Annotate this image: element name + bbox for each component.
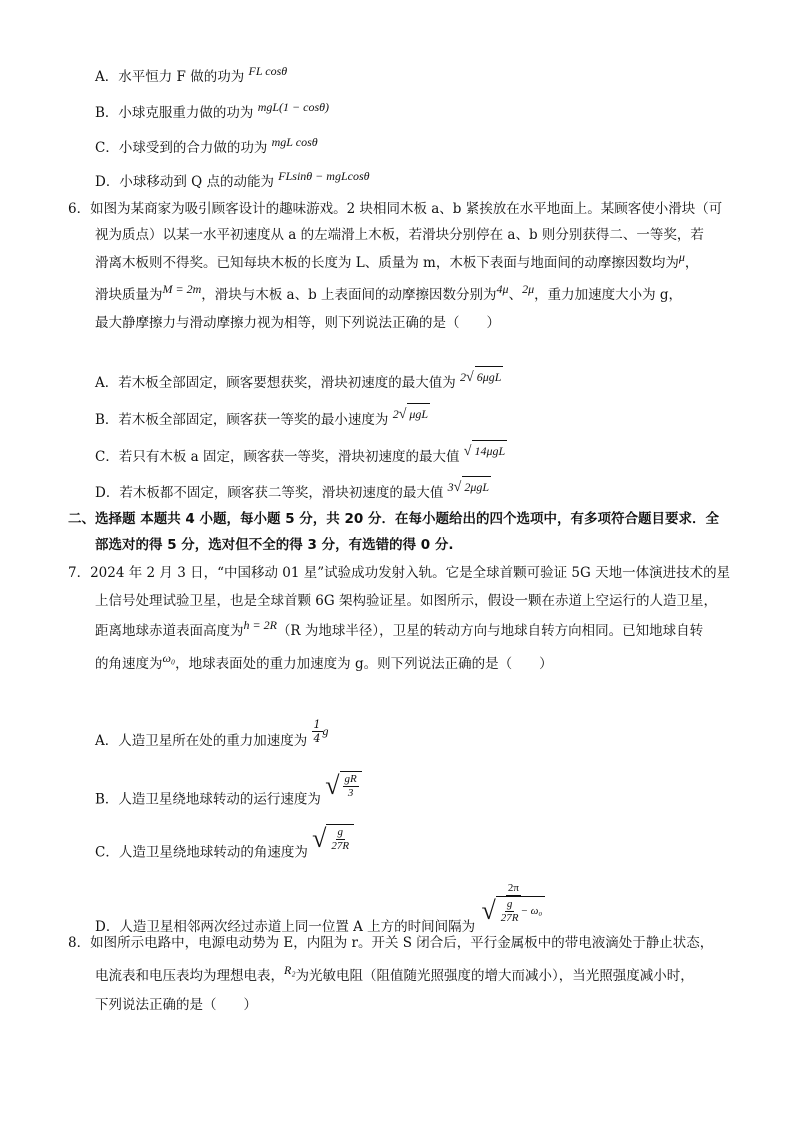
q7-option-a bbox=[95, 718, 329, 755]
q7-option-b bbox=[95, 770, 362, 810]
q6-option-b bbox=[95, 409, 430, 431]
q6-stem-line-2: 视为质点）以某一水平初速度从 a 的左端滑上木板，若滑块分别停在 a、b 则分别获得二、一等奖，若 bbox=[95, 227, 704, 243]
q6-stem-line-4-a: 滑块质量为 bbox=[95, 287, 163, 303]
q7-stem-line-4 bbox=[95, 651, 553, 674]
sqrt-symbol: √ bbox=[398, 407, 407, 422]
q7-option-a-numerator: 1 bbox=[313, 718, 321, 731]
q7-option-b-fraction bbox=[343, 773, 359, 800]
q6-stem-line-4-c: ，重力加速度大小为 g， bbox=[534, 287, 683, 303]
q8-stem-line-3: 下列说法正确的是（ ） bbox=[95, 997, 257, 1013]
q5-option-b-text: B．小球克服重力做的功为 bbox=[95, 105, 254, 121]
sqrt-symbol: √ bbox=[453, 480, 462, 495]
q6-option-b-text: B．若木板全部固定，顾客获一等奖的最小速度为 bbox=[95, 412, 389, 428]
q5-option-b bbox=[95, 100, 330, 123]
q8-stem-line-1: 8．如图所示电路中，电源电动势为 E，内阻为 r。开关 S 闭合后，平行金属板中的带电液滴处于静止状态， bbox=[68, 935, 714, 951]
q6-option-a-radicand: 6μgL bbox=[475, 366, 504, 387]
q6-option-a-coef: 2 bbox=[460, 370, 467, 384]
sqrt-symbol: √ bbox=[466, 370, 474, 385]
q6-option-d-text: D．若木板都不固定，顾客获二等奖，滑块初速度的最大值 bbox=[95, 485, 444, 501]
q6-option-b-coef: 2 bbox=[392, 407, 399, 421]
q7-option-d-numerator: 2π bbox=[507, 882, 519, 894]
sqrt-symbol: √ bbox=[463, 444, 472, 459]
q7-option-b-text: B．人造卫星绕地球转动的运行速度为 bbox=[95, 791, 321, 808]
q6-stem-line-3 bbox=[95, 250, 699, 273]
q6-friction-b-formula: 2μ bbox=[522, 282, 535, 296]
q6-stem-line-5: 最大静摩擦力与滑动摩擦力视为相等，则下列说法正确的是（ ） bbox=[95, 315, 500, 331]
q7-option-c-radicand bbox=[326, 824, 354, 853]
q5-option-d bbox=[95, 169, 370, 192]
sqrt-symbol: √ bbox=[325, 770, 340, 800]
q6-option-d-formula bbox=[448, 480, 491, 494]
q7-stem-line-3-b: （R 为地球半径），卫星的转动方向与地球自转方向相同。已知地球自转 bbox=[276, 623, 704, 639]
q7-option-a-denominator: 4 bbox=[313, 732, 321, 745]
q7-stem-line-1: 7．2024 年 2 月 3 日，“中国移动 01 星”试验成功发射入轨。它是全球首颗可验证 5G 天地一体演进技术的星 bbox=[68, 565, 731, 581]
q6-mu-formula: μ bbox=[678, 250, 685, 264]
q7-option-c-text: C．人造卫星绕地球转动的角速度为 bbox=[95, 844, 308, 861]
q6-stem-line-4 bbox=[95, 282, 683, 305]
q6-option-b-formula bbox=[393, 407, 430, 421]
q5-option-c-text: C．小球受到的合力做的功为 bbox=[95, 140, 268, 156]
q7-omega-formula: ω₀ bbox=[162, 651, 176, 665]
q8-stem-line-2 bbox=[95, 963, 694, 986]
q7-option-c-formula bbox=[312, 824, 354, 853]
q8-r2-formula: R₂ bbox=[284, 963, 296, 977]
sqrt-symbol: √ bbox=[312, 823, 327, 853]
q7-option-d-fraction bbox=[479, 882, 547, 925]
q6-option-c bbox=[95, 446, 507, 468]
q7-stem-line-3 bbox=[95, 618, 704, 641]
q7-option-d-text: D．人造卫星相邻两次经过赤道上同一位置 A 上方的时间间隔为 bbox=[95, 919, 476, 935]
sqrt-symbol: √ bbox=[481, 895, 496, 925]
q6-mass-formula: M = 2m bbox=[162, 282, 202, 296]
q7-option-c-numerator: g bbox=[337, 826, 344, 838]
q7-stem-line-4-b: ，地球表面处的重力加速度为 g。则下列说法正确的是（ ） bbox=[175, 656, 553, 672]
q7-option-d-denominator bbox=[479, 896, 547, 925]
q7-option-b-denominator: 3 bbox=[347, 787, 354, 799]
q7-option-d-inner-fraction bbox=[499, 898, 521, 925]
q6-option-c-radicand: 14μgL bbox=[472, 440, 507, 461]
q5-option-a-text: A．水平恒力 F 做的功为 bbox=[95, 69, 245, 85]
q6-stem-line-3-end: ， bbox=[684, 255, 699, 271]
q6-option-c-formula bbox=[464, 444, 507, 458]
q7-option-c-fraction bbox=[329, 826, 351, 853]
q6-option-d-coef: 3 bbox=[447, 480, 454, 494]
q6-option-c-text: C．若只有木板 a 固定，顾客获一等奖，滑块初速度的最大值 bbox=[95, 449, 460, 465]
q5-option-a-formula: FL cosθ bbox=[248, 64, 288, 78]
q5-option-c bbox=[95, 135, 318, 158]
q7-option-a-fraction bbox=[312, 718, 323, 745]
q7-option-a-text: A．人造卫星所在处的重力加速度为 bbox=[95, 733, 308, 749]
q7-option-b-numerator: gR bbox=[344, 773, 357, 785]
q7-option-d-inner-numerator: g bbox=[506, 898, 513, 910]
q6-option-d bbox=[95, 482, 491, 504]
q8-stem-line-2-b: 为光敏电阻（阻值随光照强度的增大而减小），当光照强度减小时， bbox=[295, 968, 694, 984]
q5-option-d-formula: FLsinθ − mgLcosθ bbox=[278, 169, 370, 183]
q7-option-d-radicand bbox=[496, 896, 546, 925]
q7-stem-line-2: 上信号处理试验卫星，也是全球首颗 6G 架构验证星。如图所示，假设一颗在赤道上空运行的人造卫星， bbox=[95, 593, 717, 609]
q6-stem-line-4-sep: 、 bbox=[508, 287, 523, 303]
q5-option-c-formula: mgL cosθ bbox=[271, 135, 318, 149]
q6-friction-a-formula: 4μ bbox=[496, 282, 509, 296]
q6-option-a bbox=[95, 372, 503, 394]
q5-option-a bbox=[95, 64, 288, 87]
q6-stem-line-4-b: ，滑块与木板 a、b 上表面间的动摩擦因数分别为 bbox=[201, 287, 497, 303]
q7-option-b-formula bbox=[325, 771, 362, 800]
q7-option-a-tail: g bbox=[322, 724, 329, 738]
q6-option-b-radicand: μgL bbox=[407, 403, 430, 424]
q7-option-b-radicand bbox=[340, 771, 362, 800]
q7-option-c-denominator: 27R bbox=[331, 840, 350, 852]
q7-option-c bbox=[95, 823, 354, 863]
q6-option-a-formula bbox=[460, 370, 503, 384]
q8-stem-line-2-a: 电流表和电压表均为理想电表， bbox=[95, 968, 284, 984]
q7-stem-line-4-a: 的角速度为 bbox=[95, 656, 163, 672]
q7-option-d-sqrt bbox=[481, 896, 545, 925]
q6-stem-line-3-text: 滑离木板则不得奖。已知每块木板的长度为 L、质量为 m，木板下表面与地面间的动摩擦因数均为 bbox=[95, 255, 679, 271]
section-2-heading-line-1: 二、选择题 本题共 4 小题，每小题 5 分，共 20 分．在每小题给出的四个选项中，有多项符合题目要求．全 bbox=[68, 511, 719, 527]
q6-option-d-radicand: 2μgL bbox=[462, 476, 491, 497]
q7-height-formula: h = 2R bbox=[243, 618, 277, 632]
q7-stem-line-3-a: 距离地球赤道表面高度为 bbox=[95, 623, 244, 639]
q5-option-b-formula: mgL(1 − cosθ) bbox=[257, 100, 330, 114]
q7-option-d-minus-omega: − ω₀ bbox=[520, 905, 543, 918]
q5-option-d-text: D．小球移动到 Q 点的动能为 bbox=[95, 174, 274, 190]
section-2-heading-line-2: 部选对的得 5 分，选对但不全的得 3 分，有选错的得 0 分. bbox=[95, 537, 454, 553]
q6-stem-line-1: 6．如图为某商家为吸引顾客设计的趣味游戏。2 块相同木板 a、b 紧挨放在水平地面上。某顾客使小滑块（可 bbox=[68, 201, 723, 217]
q7-option-d-inner-denominator: 27R bbox=[500, 912, 519, 924]
q6-option-a-text: A．若木板全部固定，顾客要想获奖，滑块初速度的最大值为 bbox=[95, 375, 456, 391]
